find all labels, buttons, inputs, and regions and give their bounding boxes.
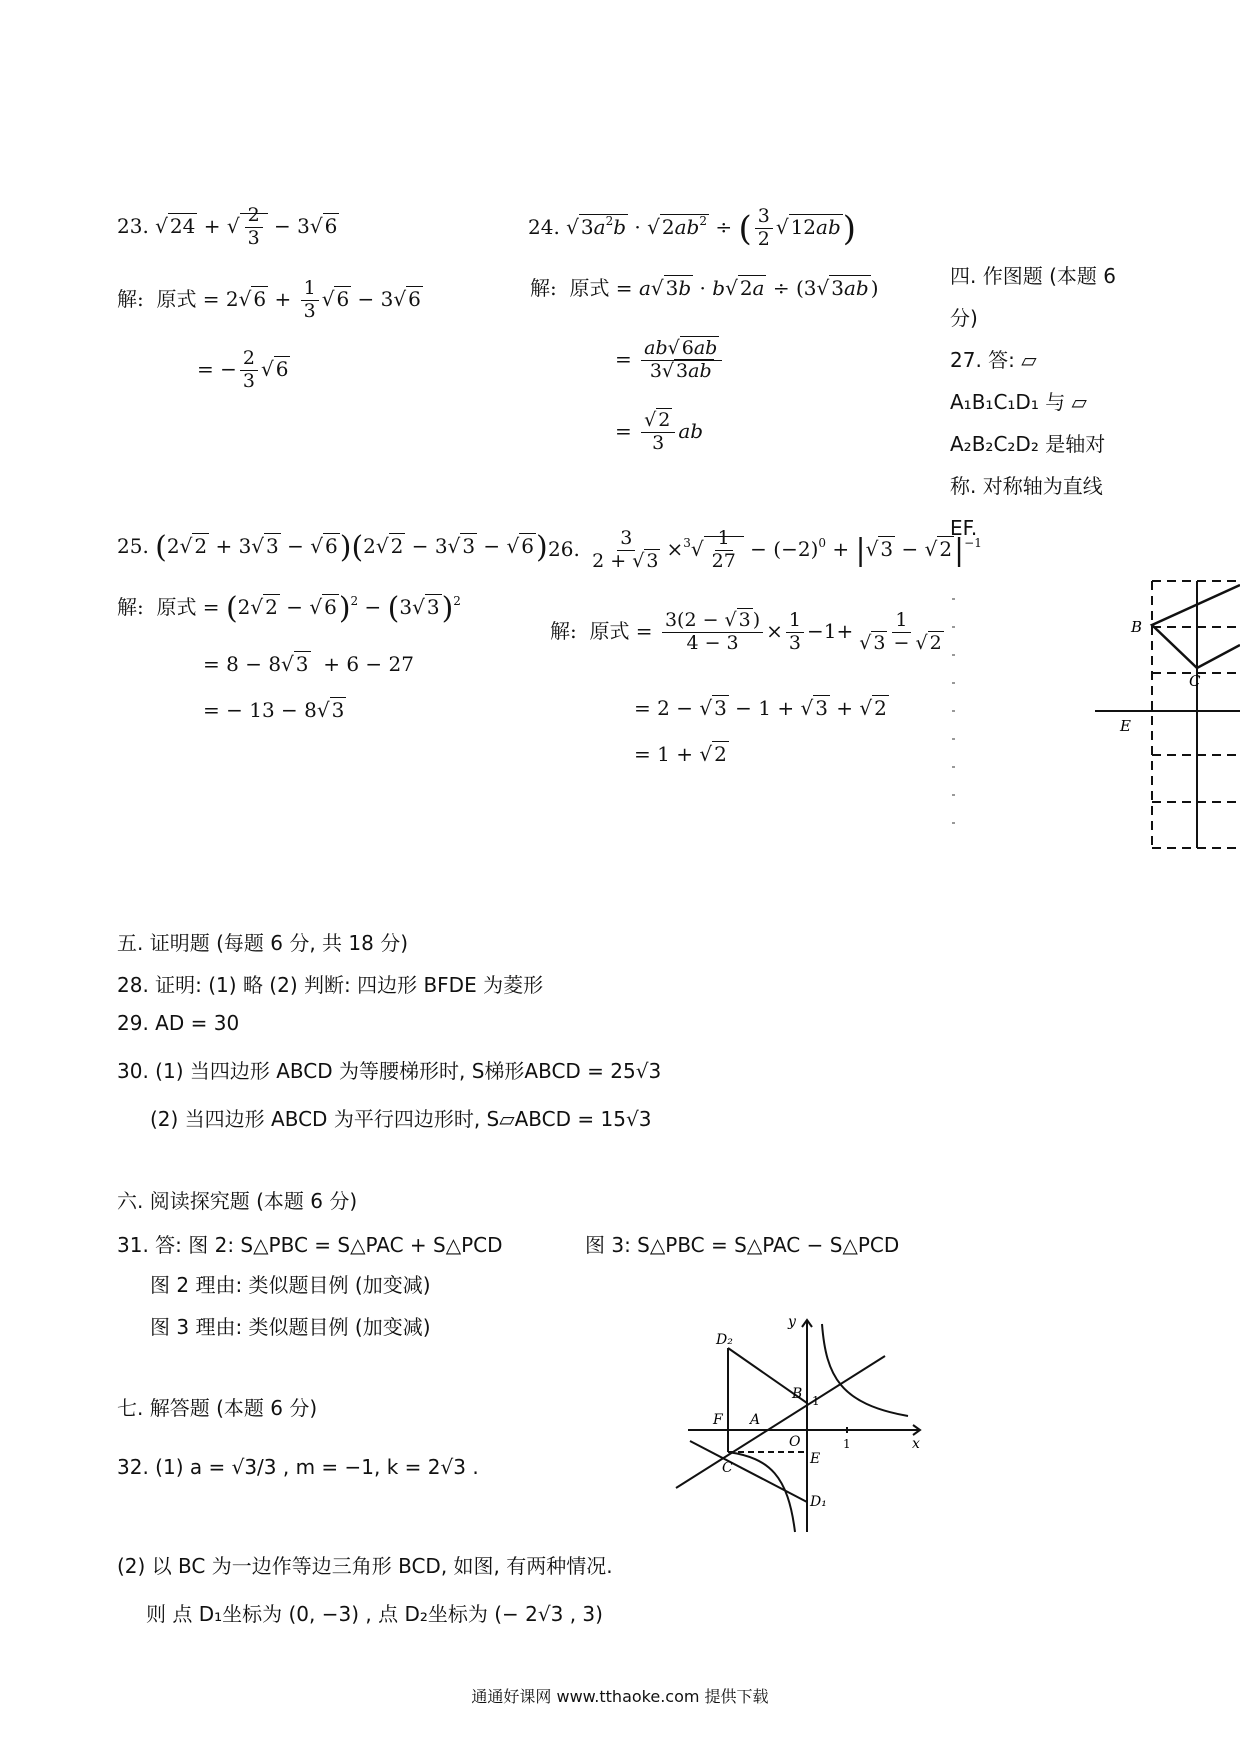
problem-24-question: 24. √ $3a^2b$ · √ $2ab^2$ ÷ ( $\frac{3}{2}$ √ 12ab): [528, 205, 857, 250]
problem-26-step1: 解: 原式 = $\frac{3(2 - √ 3 )}{4 - 3}$ × $\frac{1}{3}$ −1+ $\frac{1}{√ 3 - √ 2}$: [550, 609, 942, 654]
figure-32-coordinate-plane: [670, 1310, 930, 1540]
answer-32-part1: 32. (1) a = √3/3 , m = −1, k = 2√3 .: [117, 1455, 479, 1479]
problem-23-step1: 解: 原式 = 2√ 6 + $\frac{1}{3}$ √ 6 − 3√ 6: [117, 277, 421, 322]
label-c: C: [1189, 672, 1201, 690]
answer-27-line3: A₂B₂C₂D₂ 是轴对: [950, 432, 1106, 456]
answer-27-line2: A₁B₁C₁D₁ 与 ▱: [950, 390, 1087, 414]
line-through-cb: [676, 1356, 885, 1488]
answer-28: 28. 证明: (1) 略 (2) 判断: 四边形 BFDE 为菱形: [117, 973, 544, 997]
problem-24-step1: 解: 原式 = a√ 3b · b√ 2a ÷ (3√ 3ab ): [530, 276, 879, 300]
answer-31-fig3: 图 3: S△PBC = S△PAC − S△PCD: [585, 1233, 900, 1257]
problem-25-step2: = 8 − 8√ 3 + 6 − 27: [203, 652, 414, 676]
problem-26-question: 26. $\frac{3}{2 + √ 3}$ ×$^3$√ $\frac{1}{27}$ − $(-2)^0$ + |√ 3 − √ $2|^{-1}$: [548, 527, 982, 572]
problem-24-step3: = $\frac{√ 2}{3}$ ab: [615, 409, 704, 454]
problem-24-step2: = $\frac{ab√ 6ab}{3√ 3ab}$: [615, 338, 725, 383]
label-d2: D₂: [716, 1332, 733, 1348]
problem-25-question: 25. (2√ 2 + 3√ 3 − √ 6)(2√ 2 − 3√ 3 − √ 6): [117, 530, 548, 565]
problem-25-step1: 解: 原式 = (2√ 2 − √ 6)$^2$ − (3√ 3)$^2$: [117, 591, 461, 626]
figure-27-grid: [945, 565, 1240, 860]
problem-number: 23.: [117, 213, 149, 238]
section-4-block: [950, 255, 1116, 549]
answer-30-part2: (2) 当四边形 ABCD 为平行四边形时, S▱ABCD = 15√3: [150, 1107, 652, 1131]
answer-27-line1: 27. 答: ▱: [950, 348, 1037, 372]
section-6-title: 六. 阅读探究题 (本题 6 分): [117, 1189, 358, 1213]
answer-32-part2: (2) 以 BC 为一边作等边三角形 BCD, 如图, 有两种情况.: [117, 1554, 613, 1578]
page-footer: 通通好课网 www.tthaoke.com 提供下载: [471, 1687, 769, 1706]
answer-27-line4: 称. 对称轴为直线: [950, 474, 1103, 498]
problem-26-step3: = 1 + √ 2: [634, 742, 727, 766]
problem-23-step2: = − $\frac{2}{3}$ √ 6: [197, 347, 289, 392]
label-f: F: [713, 1412, 723, 1428]
answer-31-reason3: 图 3 理由: 类似题目例 (加变减): [150, 1315, 431, 1339]
answer-30-part1: 30. (1) 当四边形 ABCD 为等腰梯形时, S梯形ABCD = 25√3: [117, 1059, 662, 1083]
label-o: O: [789, 1434, 801, 1450]
tick-label-y1: 1: [812, 1394, 820, 1408]
problem-26-step2: = 2 − √ 3 − 1 + √ 3 + √ 2: [634, 696, 887, 720]
answer-31-fig2: 31. 答: 图 2: S△PBC = S△PAC + S△PCD: [117, 1233, 503, 1257]
section-5-title: 五. 证明题 (每题 6 分, 共 18 分): [117, 931, 408, 955]
label-e: E: [810, 1451, 821, 1467]
answer-31-reason2: 图 2 理由: 类似题目例 (加变减): [150, 1273, 431, 1297]
section-4-title: 四. 作图题 (本题 6: [950, 264, 1116, 288]
section-4-title-cont: 分): [950, 306, 978, 330]
label-x: x: [912, 1436, 920, 1452]
section-7-title: 七. 解答题 (本题 6 分): [117, 1396, 318, 1420]
label-d1: D₁: [810, 1494, 827, 1510]
tick-label-x1: 1: [843, 1437, 851, 1451]
hyperbola-branch-left: [728, 1452, 795, 1532]
label-e: E: [1120, 717, 1131, 735]
answer-32-coords: 则 点 D₁坐标为 (0, −3) , 点 D₂坐标为 (− 2√3 , 3): [146, 1602, 603, 1626]
label-b: B: [1131, 618, 1143, 636]
hyperbola-branch-right: [822, 1324, 908, 1416]
problem-25-step3: = − 13 − 8√ 3: [203, 698, 345, 722]
problem-23-question: 23. √ 24 + √ $\frac{2}{3}$ − 3√ 6: [117, 204, 338, 249]
label-c: C: [722, 1460, 733, 1476]
label-y: y: [788, 1314, 796, 1330]
answer-27-line5: EF.: [950, 516, 978, 540]
label-b: B: [792, 1386, 803, 1402]
label-a: A: [750, 1412, 761, 1428]
answer-29: 29. AD = 30: [117, 1011, 240, 1035]
line-c-d1: [690, 1441, 807, 1502]
dot-column: [952, 598, 955, 838]
